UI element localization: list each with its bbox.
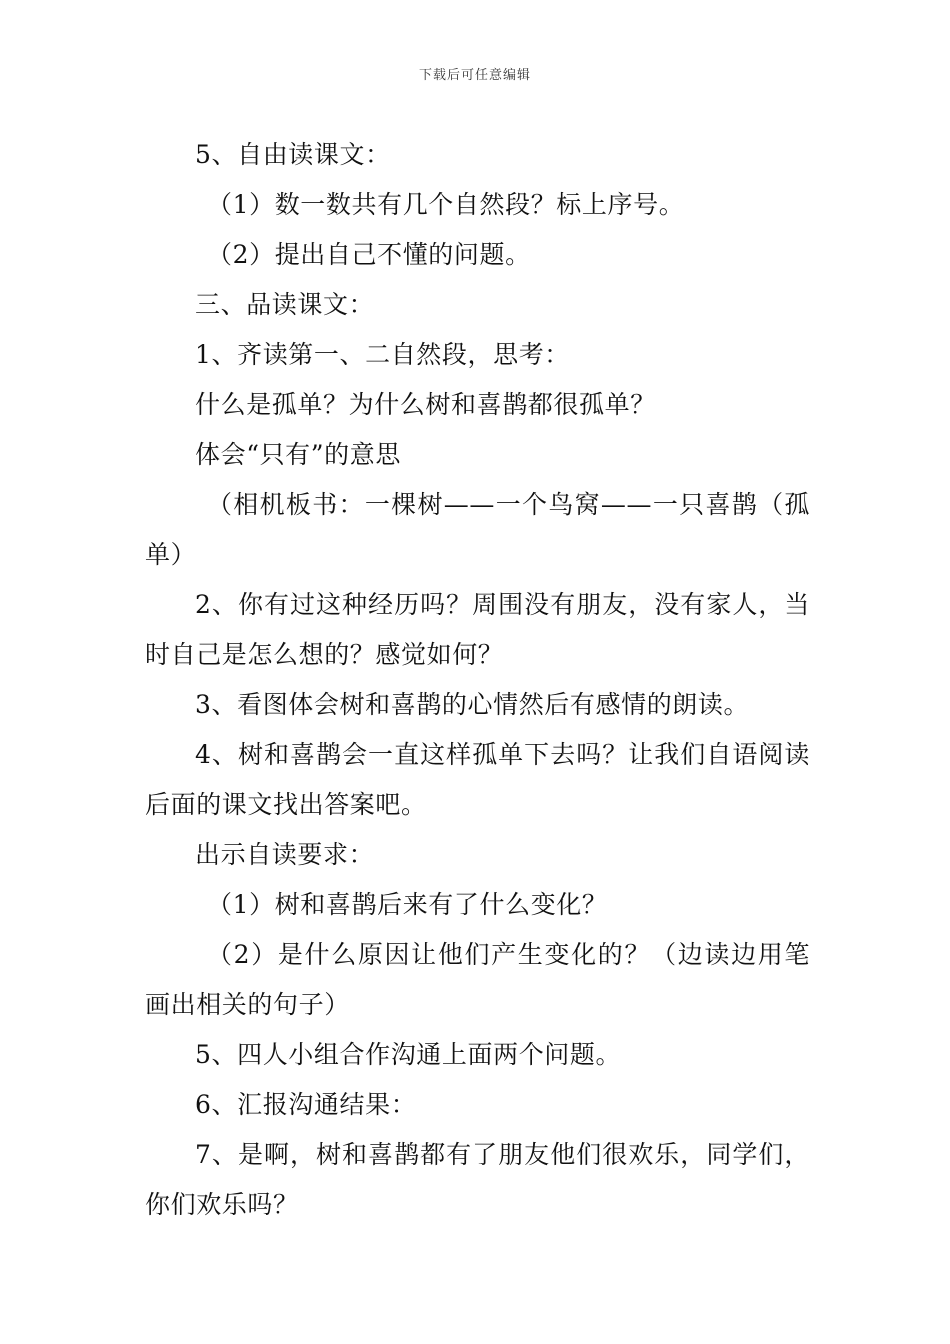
paragraph-are-you-happy: 7、是啊，树和喜鹊都有了朋友他们很欢乐，同学们，你们欢乐吗？ — [145, 1140, 810, 1219]
paragraph-board-notes: （相机板书：一棵树——一个鸟窝——一只喜鹊（孤单） — [145, 490, 810, 569]
paragraph-look-at-picture: 3、看图体会树和喜鹊的心情然后有感情的朗读。 — [195, 690, 750, 719]
paragraph-read-freely: 5、自由读课文： — [195, 140, 391, 169]
section-heading-read-text: 三、品读课文： — [195, 290, 375, 319]
paragraph-raise-questions: （2）提出自己不懂的问题。 — [207, 240, 531, 269]
paragraph-report-results: 6、汇报沟通结果： — [195, 1090, 417, 1119]
document-body — [145, 130, 810, 1230]
paragraph-why-changed: （2）是什么原因让他们产生变化的？（边读边用笔画出相关的句子） — [145, 940, 810, 1019]
paragraph-reading-requirements: 出示自读要求： — [195, 840, 375, 869]
page-header: 下载后可任意编辑 — [418, 68, 531, 83]
paragraph-read-sections-1-2: 1、齐读第一、二自然段，思考： — [195, 340, 570, 369]
paragraph-only-meaning: 体会“只有”的意思 — [195, 440, 401, 469]
paragraph-will-they-stay-lonely: 4、树和喜鹊会一直这样孤单下去吗？让我们自语阅读后面的课文找出答案吧。 — [145, 740, 810, 819]
paragraph-count-sections: （1）数一数共有几个自然段？标上序号。 — [207, 190, 685, 219]
paragraph-experience: 2、你有过这种经历吗？周围没有朋友，没有家人，当时自己是怎么想的？感觉如何？ — [145, 590, 810, 669]
paragraph-what-changed: （1）树和喜鹊后来有了什么变化？ — [207, 890, 608, 919]
paragraph-what-is-lonely: 什么是孤单？为什么树和喜鹊都很孤单？ — [195, 390, 656, 419]
paragraph-group-discussion: 5、四人小组合作沟通上面两个问题。 — [195, 1040, 622, 1069]
